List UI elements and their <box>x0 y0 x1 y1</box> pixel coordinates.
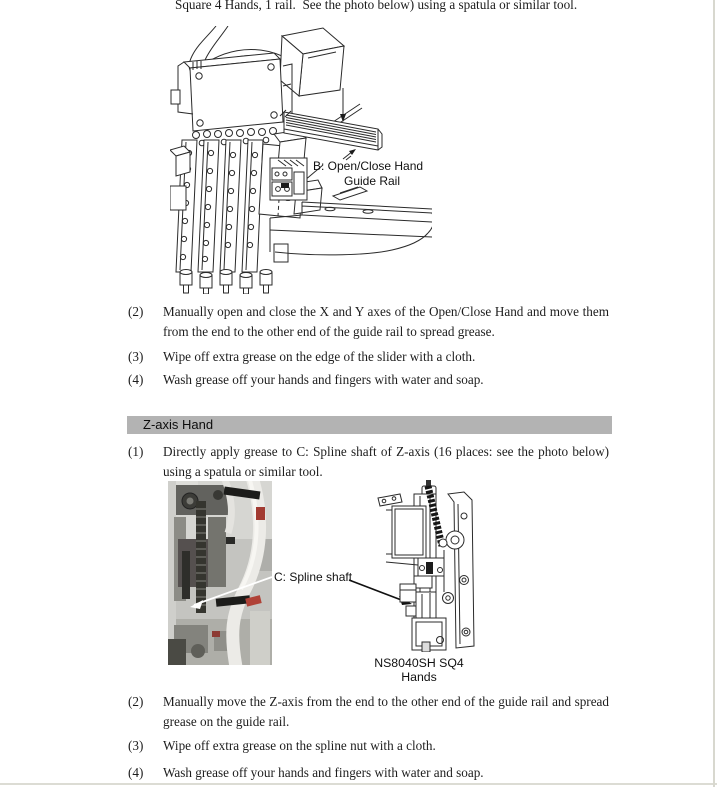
instruction-step <box>128 442 609 481</box>
step-number: (2) <box>128 304 144 319</box>
instruction-step <box>128 302 609 341</box>
guide-rail-label <box>313 159 431 189</box>
figure-caption: NS8040SH SQ4 Hands <box>374 656 464 684</box>
step-number: (1) <box>128 444 144 459</box>
instruction-step <box>128 692 609 731</box>
instruction-step <box>128 763 609 783</box>
step-text: Manually move the Z-axis from the end to the other end of the guide rail and spread grease on the guide rail. <box>163 694 609 729</box>
guide-rail-label-line2: Guide Rail <box>343 174 401 188</box>
top-caption-line: Square 4 Hands, 1 rail. See the photo below) using a spatula or similar tool. <box>175 0 578 12</box>
instruction-step <box>128 370 609 390</box>
page-right-edge <box>713 0 715 787</box>
step-text: Directly apply grease to C: Spline shaft of Z-axis (16 places: see the photo below) using a spatula or similar tool. <box>163 444 609 479</box>
spline-shaft-label: C: Spline shaft <box>274 570 353 584</box>
step-number: (4) <box>128 372 144 387</box>
step-number: (3) <box>128 349 144 364</box>
step-number: (2) <box>128 694 144 709</box>
section-header-zaxis-hand: Z-axis Hand <box>127 416 612 434</box>
step-text: Wash grease off your hands and fingers with water and soap. <box>163 765 484 780</box>
page-bottom-rule <box>0 783 717 785</box>
step-text: Manually open and close the X and Y axes of the Open/Close Hand and move them from the end to the other end of the guide rail to spread grease. <box>163 304 609 339</box>
zaxis-hand-photo <box>168 481 272 665</box>
step-number: (4) <box>128 765 144 780</box>
guide-rail-label-line1: B: Open/Close Hand <box>313 159 424 173</box>
ns8040sh-hands-diagram <box>356 480 482 652</box>
step-number: (3) <box>128 738 144 753</box>
step-text: Wipe off extra grease on the spline nut with a cloth. <box>163 738 436 753</box>
step-text: Wipe off extra grease on the edge of the slider with a cloth. <box>163 349 476 364</box>
step-text: Wash grease off your hands and fingers with water and soap. <box>163 372 484 387</box>
instruction-step <box>128 736 609 756</box>
instruction-step <box>128 347 609 367</box>
